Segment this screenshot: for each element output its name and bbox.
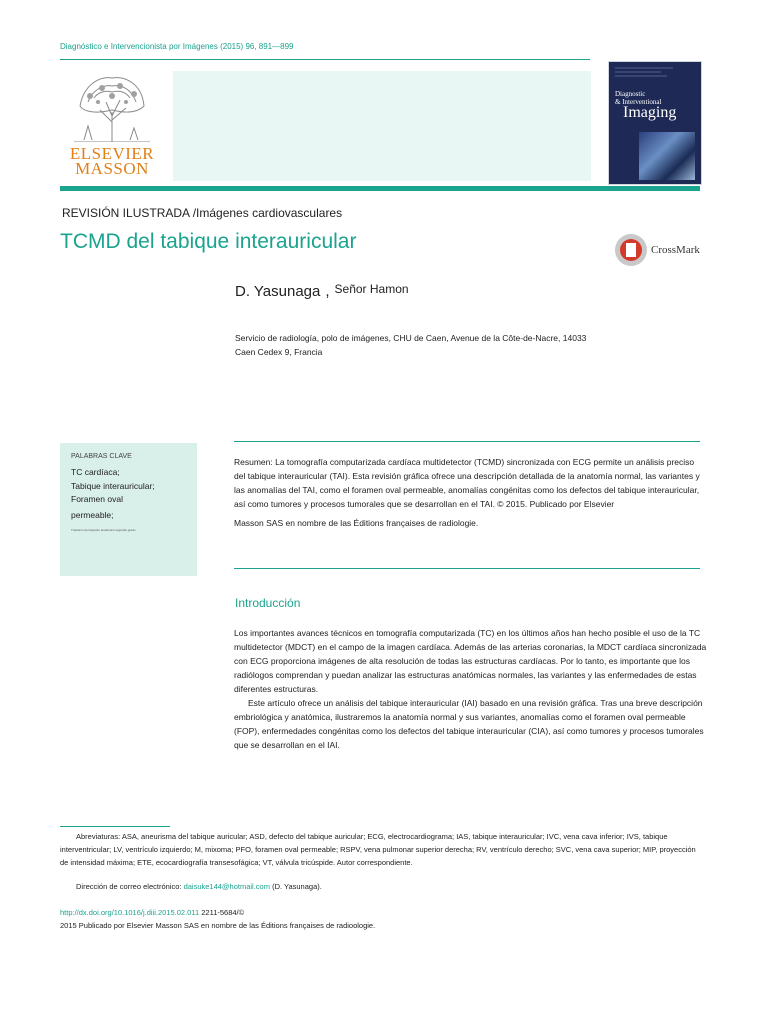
abstract-text: Resumen: La tomografía computarizada cardíaca multidetector (TCMD) sincronizada con ECG permite un análisis preciso del tabique interauricular (TAI). Esta revisión gráfica ofrece una descripción detallada de la anatomía normal, las variantes y las anomalías del TAI, como el foramen oval permeable, anomalías congénitas como los defectos del tabique interauricular, así como tumores y procesos tumorales que se desarrollan en el TAI. © 2015. Publicado por Elsevier: [234, 457, 700, 509]
keyword-item: Foramen oval: [71, 494, 123, 504]
doi-block: [60, 906, 375, 932]
header-banner: [173, 71, 591, 181]
section-label: REVISIÓN ILUSTRADA /Imágenes cardiovasculares: [62, 206, 343, 220]
affiliation-line-1: Servicio de radiología, polo de imágenes, CHU de Caen, Avenue de la Côte-de-Nacre, 14033: [235, 333, 587, 343]
affiliation: [235, 331, 635, 359]
journal-reference: Diagnóstico e Intervencionista por Imágenes (2015) 96, 891—899: [60, 42, 294, 51]
crossmark-label: CrossMark: [651, 244, 700, 256]
doi-link[interactable]: http://dx.doi.org/10.1016/j.diii.2015.02.011: [60, 908, 200, 917]
introduction-heading: Introducción: [235, 596, 301, 610]
email-link[interactable]: daisuke144@hotmail.com: [183, 882, 270, 891]
author-1[interactable]: D. Yasunaga: [235, 283, 321, 300]
abstract: [234, 455, 704, 530]
cover-header-lines: [613, 64, 699, 78]
header-divider: [60, 59, 590, 60]
cover-subtitle: Diagnostic & Interventional: [615, 90, 662, 106]
elsevier-masson-wordmark: ELSEVIER MASSON: [69, 144, 155, 178]
footnote-divider: [60, 826, 170, 827]
journal-cover: [608, 61, 702, 185]
introduction-body: [234, 626, 709, 752]
abbreviations-text: Abreviaturas: ASA, aneurisma del tabique auricular; ASD, defecto del tabique auricular; ECG, electrocardiograma; IAS, tabique interauricular; IVC, vena cava inferior; IVS, tabique interventricular; LV, ventrículo izquierdo; M, mixoma; PFO, foramen oval permeable; RSPV, vena pulmonar superior derecha; RV, ventrículo derecho; SVC, vena cava superior; MIP, proyección de intensidad máxima; ETE, ecocardiografía transesofágica; VT, válvula tricúspide. Autor correspondiente.: [60, 832, 696, 867]
email-author: (D. Yasunaga).: [272, 882, 322, 891]
email-label: Dirección de correo electrónico:: [76, 882, 182, 891]
crossmark-badge[interactable]: [615, 234, 705, 268]
author-list: [235, 283, 409, 300]
keyword-item: TC cardíaca;: [71, 467, 120, 477]
author-2[interactable]: Señor Hamon: [334, 282, 409, 296]
author-separator: ,: [325, 283, 330, 300]
cover-title: Imaging: [623, 104, 677, 121]
article-title: TCMD del tabique interauricular: [60, 230, 357, 253]
affiliation-line-2: Caen Cedex 9, Francia: [235, 347, 323, 357]
introduction-paragraph-1: Los importantes avances técnicos en tomografía computarizada (TC) en los últimos años han hecho posible el uso de la TC multidetector (MDCT) en el campo de la imagen cardíaca. Además de las arterias coronarias, la MDCT cardíaca sincronizada con ECG proporciona imágenes de alta resolución de todas las estructuras cardíacas. Por lo tanto, es importante que los radiólogos comprendan y puedan analizar las estructuras anatómicas normales, las variantes y las enfermedades de estas diferentes estructuras.: [234, 628, 707, 694]
elsevier-masson-logo: [62, 72, 162, 180]
header-thick-divider: [60, 186, 700, 191]
abbreviations-footnote: [60, 830, 705, 869]
elsevier-tree-icon: [70, 72, 154, 142]
abstract-publisher: Masson SAS en nombre de las Éditions françaises de radiologie.: [234, 518, 479, 528]
corresponding-email: [76, 882, 322, 891]
copyright: 2015 Publicado por Elsevier Masson SAS en nombre de las Éditions françaises de radioologie.: [60, 921, 376, 930]
keywords-note: Trastorno del aspecto anatómico segundo grado: [71, 528, 136, 532]
abstract-top-rule: [234, 441, 700, 442]
abstract-bottom-rule: [234, 568, 700, 569]
cover-image: [639, 132, 695, 180]
keyword-item: permeable;: [71, 510, 114, 520]
issn: 2211-5684/©: [201, 908, 245, 917]
keywords-box: [60, 443, 197, 576]
keyword-item: Tabique interauricular;: [71, 481, 155, 491]
introduction-paragraph-2: Este artículo ofrece un análisis del tabique interauricular (IAI) basado en una revisión gráfica. Tras una breve descripción embriológica y anatómica, ilustraremos la anatomía normal y sus variantes, anomalías como el foramen oval permeable (FOP), enfermedades congénitas como los defectos del tabique interauricular (CIA), así como tumores y procesos tumorales que se desarrollan en el IAI.: [234, 698, 704, 750]
crossmark-icon: [615, 234, 647, 266]
keywords-title: PALABRAS CLAVE: [71, 453, 132, 460]
